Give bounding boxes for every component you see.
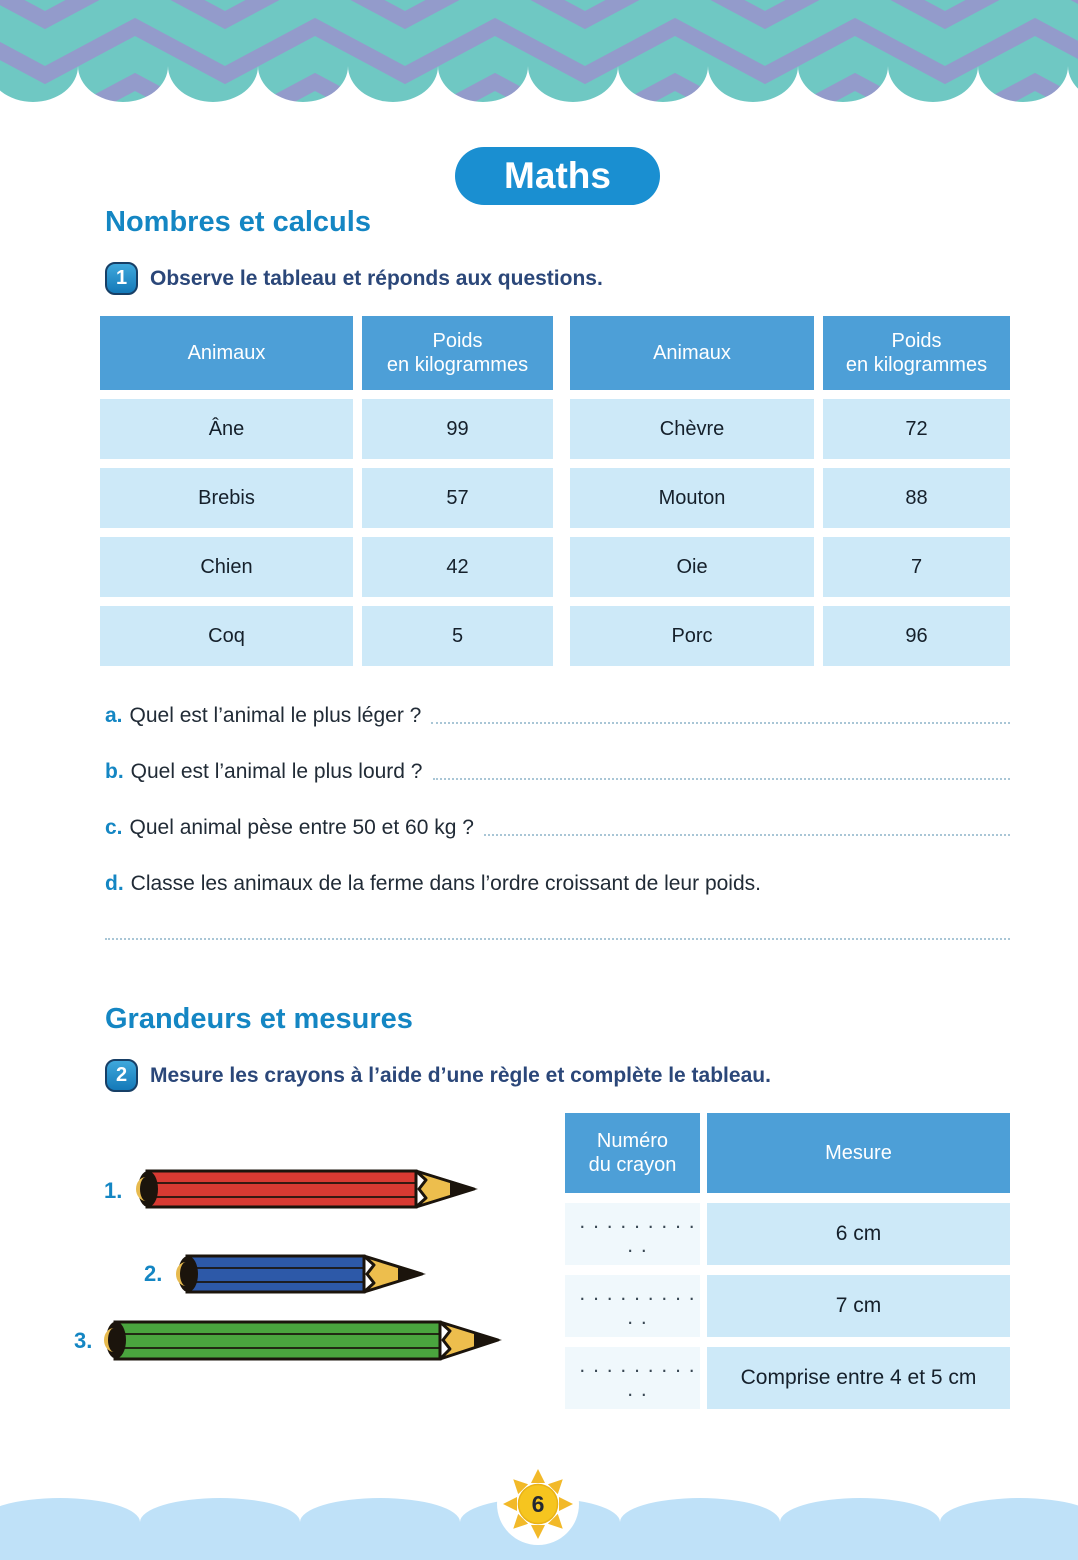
section-heading-nombres: Nombres et calculs: [105, 206, 371, 238]
animals-table-left: [100, 316, 553, 666]
animal-cell: Chèvre: [570, 399, 814, 459]
exercise-instruction: Mesure les crayons à l’aide d’une règle et complète le tableau.: [150, 1063, 771, 1087]
exercise-1-row: [105, 262, 603, 295]
weight-cell: 5: [362, 606, 553, 666]
weight-cell: 96: [823, 606, 1010, 666]
numero-blank-cell[interactable]: . . . . . . . . . . .: [565, 1203, 700, 1265]
question-text: Quel est l’animal le plus léger ?: [129, 704, 422, 727]
question-label: b.: [105, 760, 124, 783]
exercise-number-badge: 2: [105, 1059, 138, 1092]
answer-blank-full-width[interactable]: [105, 938, 1010, 940]
weight-cell: 88: [823, 468, 1010, 528]
blue-pencil-icon: [173, 1249, 428, 1299]
page-number-sun-icon: [495, 1461, 581, 1547]
section-heading-grandeurs: Grandeurs et mesures: [105, 1003, 413, 1035]
question-c: [105, 815, 1010, 841]
animals-table-right: [570, 316, 1010, 666]
column-header-numero: Numéro du crayon: [565, 1113, 700, 1193]
exercise-2-row: [105, 1059, 771, 1092]
column-header-poids: Poids en kilogrammes: [823, 316, 1010, 390]
measure-table: [565, 1113, 1010, 1409]
subject-label: Maths: [504, 155, 611, 196]
question-label: a.: [105, 704, 123, 727]
pencil-2-label: 2.: [144, 1261, 163, 1286]
question-b: [105, 759, 1010, 785]
weight-cell: 57: [362, 468, 553, 528]
answer-blank[interactable]: [484, 834, 1010, 836]
animal-cell: Porc: [570, 606, 814, 666]
weight-cell: 72: [823, 399, 1010, 459]
weight-cell: 42: [362, 537, 553, 597]
answer-blank[interactable]: [433, 778, 1011, 780]
mesure-cell: Comprise entre 4 et 5 cm: [707, 1347, 1010, 1409]
green-pencil-icon: [101, 1314, 504, 1366]
weight-cell: 99: [362, 399, 553, 459]
animal-cell: Coq: [100, 606, 353, 666]
animal-cell: Oie: [570, 537, 814, 597]
numero-blank-cell[interactable]: . . . . . . . . . . .: [565, 1347, 700, 1409]
question-d: [105, 871, 1010, 897]
animal-cell: Âne: [100, 399, 353, 459]
chevron-banner: [0, 0, 1078, 112]
mesure-cell: 6 cm: [707, 1203, 1010, 1265]
question-text: Quel animal pèse entre 50 et 60 kg ?: [129, 816, 474, 839]
mesure-cell: 7 cm: [707, 1275, 1010, 1337]
pencil-1-label: 1.: [104, 1178, 123, 1203]
exercise-instruction: Observe le tableau et réponds aux questions.: [150, 266, 603, 290]
page-number: 6: [531, 1491, 545, 1517]
subject-pill: [455, 147, 660, 205]
column-header-mesure: Mesure: [707, 1113, 1010, 1193]
answer-blank[interactable]: [431, 722, 1010, 724]
red-pencil-icon: [133, 1164, 480, 1214]
question-label: d.: [105, 872, 124, 895]
question-text: Classe les animaux de la ferme dans l’ordre croissant de leur poids.: [130, 872, 761, 895]
question-label: c.: [105, 816, 123, 839]
numero-blank-cell[interactable]: . . . . . . . . . . .: [565, 1275, 700, 1337]
column-header-animaux: Animaux: [570, 316, 814, 390]
animal-cell: Brebis: [100, 468, 353, 528]
column-header-poids: Poids en kilogrammes: [362, 316, 553, 390]
weight-cell: 7: [823, 537, 1010, 597]
animal-cell: Chien: [100, 537, 353, 597]
exercise-number-badge: 1: [105, 262, 138, 295]
question-text: Quel est l’animal le plus lourd ?: [130, 760, 423, 783]
column-header-animaux: Animaux: [100, 316, 353, 390]
question-a: [105, 703, 1010, 729]
animal-cell: Mouton: [570, 468, 814, 528]
pencil-3-label: 3.: [74, 1328, 93, 1353]
